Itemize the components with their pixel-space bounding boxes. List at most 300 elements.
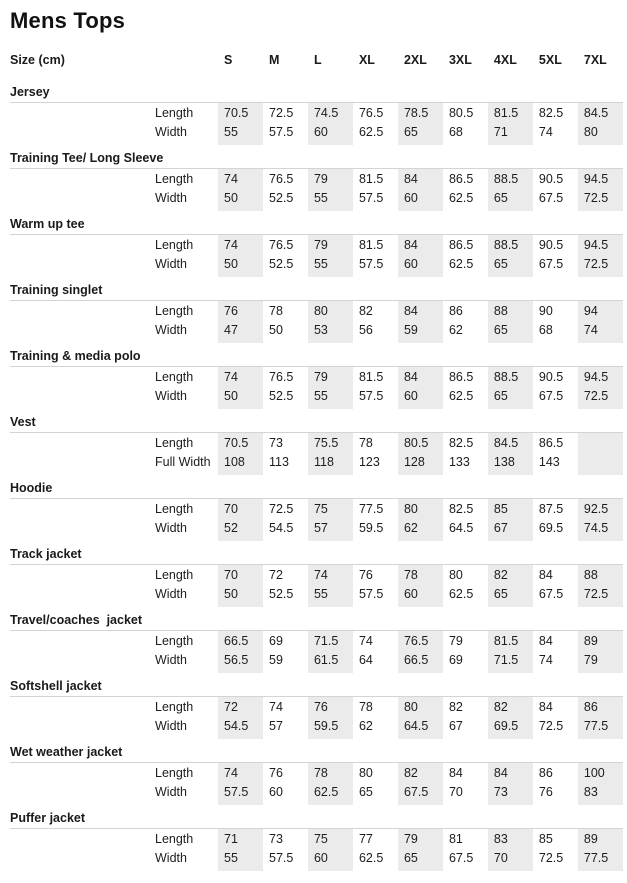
size-value-cell: 74 (218, 169, 263, 189)
measurement-label: Width (155, 322, 187, 337)
measurement-row (10, 716, 623, 739)
size-value-cell: 83 (578, 782, 623, 805)
size-value-cell: 55 (308, 254, 353, 277)
size-value-cell: 72.5 (578, 386, 623, 409)
measurement-label: Width (155, 256, 187, 271)
size-value-cell: 65 (488, 386, 533, 409)
section-title: Jersey (10, 79, 623, 103)
section-title: Vest (10, 409, 623, 433)
size-column-header: M (269, 53, 280, 67)
size-value-cell: 64.5 (398, 716, 443, 739)
measurement-row (10, 829, 623, 849)
size-value-cell: 84 (538, 633, 553, 648)
size-value-cell: 108 (218, 452, 263, 475)
size-value-cell: 118 (308, 452, 353, 475)
size-value-cell: 100 (578, 763, 623, 783)
size-value-cell: 69 (269, 633, 283, 648)
size-value-cell: 69.5 (488, 716, 533, 739)
row-spacer (10, 763, 155, 783)
size-value-cell: 55 (218, 122, 263, 145)
size-value-cell: 65 (398, 848, 443, 871)
size-value-cell: 71.5 (488, 650, 533, 673)
size-chart-page (0, 8, 627, 883)
measurement-row (10, 122, 623, 145)
size-value-cell: 138 (488, 452, 533, 475)
size-value-cell: 85 (488, 499, 533, 519)
size-table-body (10, 79, 623, 871)
row-spacer (10, 584, 155, 607)
measurement-label: Width (155, 190, 187, 205)
size-value-cell: 84 (448, 765, 463, 780)
row-spacer (10, 188, 155, 211)
size-value-cell: 56.5 (218, 650, 263, 673)
size-value-cell: 72.5 (578, 188, 623, 211)
row-spacer (10, 631, 155, 651)
size-value-cell: 85 (538, 831, 553, 846)
size-value-cell: 84 (398, 169, 443, 189)
section-heading-row (10, 79, 623, 103)
measurement-row (10, 169, 623, 189)
size-value-cell: 59.5 (358, 520, 384, 535)
size-value-cell: 62 (358, 718, 373, 733)
size-value-cell: 76 (218, 301, 263, 321)
measurement-row (10, 650, 623, 673)
measurement-label: Full Width (155, 454, 211, 469)
row-spacer (10, 433, 155, 453)
size-value-cell: 86.5 (538, 435, 564, 450)
size-value-cell: 57.5 (269, 124, 294, 139)
size-value-cell: 65 (488, 584, 533, 607)
measurement-row (10, 320, 623, 343)
size-value-cell: 87.5 (538, 501, 564, 516)
size-value-cell: 77.5 (358, 501, 384, 516)
row-spacer (10, 367, 155, 387)
size-column-header: 2XL (403, 53, 427, 67)
size-value-cell: 74.5 (308, 103, 353, 123)
size-value-cell: 68 (448, 124, 463, 139)
size-value-cell: 71.5 (308, 631, 353, 651)
size-value-cell: 55 (308, 386, 353, 409)
measurement-row (10, 235, 623, 255)
size-value-cell: 86 (538, 765, 553, 780)
size-value-cell: 78 (358, 435, 373, 450)
section-heading-row (10, 607, 623, 631)
size-value-cell: 81.5 (358, 237, 384, 252)
size-value-cell: 80 (398, 499, 443, 519)
size-value-cell: 57.5 (358, 586, 384, 601)
measurement-label: Length (155, 699, 194, 714)
section-heading-row (10, 541, 623, 565)
section-heading-row (10, 673, 623, 697)
size-value-cell: 83 (488, 829, 533, 849)
size-value-cell: 82.5 (538, 105, 564, 120)
row-spacer (10, 103, 155, 123)
measurement-label: Width (155, 388, 187, 403)
size-value-cell (578, 433, 623, 453)
measurement-label: Length (155, 105, 194, 120)
size-value-cell: 143 (538, 454, 560, 469)
measurement-label: Width (155, 718, 187, 733)
size-value-cell: 76 (269, 765, 283, 780)
row-spacer (10, 320, 155, 343)
size-value-cell: 74 (578, 320, 623, 343)
size-value-cell: 52.5 (269, 190, 294, 205)
size-value-cell: 79 (578, 650, 623, 673)
size-value-cell: 60 (308, 122, 353, 145)
size-value-cell: 69 (448, 652, 463, 667)
size-value-cell: 70.5 (218, 103, 263, 123)
size-value-cell: 79 (448, 633, 463, 648)
row-spacer (10, 452, 155, 475)
size-column-header: 3XL (448, 53, 472, 67)
size-value-cell: 55 (308, 584, 353, 607)
size-value-cell: 62.5 (448, 190, 474, 205)
size-value-cell: 86 (578, 697, 623, 717)
size-value-cell: 54.5 (269, 520, 294, 535)
size-value-cell: 62 (398, 518, 443, 541)
size-value-cell: 71 (218, 829, 263, 849)
row-spacer (10, 848, 155, 871)
row-spacer (10, 518, 155, 541)
size-value-cell: 75 (308, 829, 353, 849)
size-value-cell: 67 (488, 518, 533, 541)
size-value-cell: 60 (269, 784, 283, 799)
measurement-label: Length (155, 171, 194, 186)
size-value-cell: 76.5 (269, 237, 294, 252)
size-value-cell: 76 (538, 784, 553, 799)
size-value-cell: 60 (398, 584, 443, 607)
size-value-cell: 69.5 (538, 520, 564, 535)
size-value-cell: 89 (578, 631, 623, 651)
section-title: Training Tee/ Long Sleeve (10, 145, 623, 169)
size-value-cell: 86.5 (448, 369, 474, 384)
section-title: Track jacket (10, 541, 623, 565)
size-value-cell: 60 (398, 188, 443, 211)
size-value-cell: 82 (398, 763, 443, 783)
size-value-cell: 80 (448, 567, 463, 582)
size-value-cell: 57.5 (358, 256, 384, 271)
size-value-cell: 79 (398, 829, 443, 849)
measurement-label: Length (155, 303, 194, 318)
measurement-row (10, 631, 623, 651)
size-value-cell: 78 (358, 699, 373, 714)
size-value-cell: 67.5 (538, 586, 564, 601)
size-value-cell: 79 (308, 367, 353, 387)
size-value-cell: 67.5 (538, 190, 564, 205)
section-heading-row (10, 805, 623, 829)
section-title: Wet weather jacket (10, 739, 623, 763)
size-value-cell: 82 (488, 697, 533, 717)
size-value-cell: 55 (308, 188, 353, 211)
size-value-cell: 50 (269, 322, 283, 337)
section-heading-row (10, 409, 623, 433)
size-value-cell: 57.5 (358, 388, 384, 403)
size-value-cell: 65 (488, 254, 533, 277)
size-value-cell: 88.5 (488, 169, 533, 189)
size-value-cell: 86.5 (448, 237, 474, 252)
size-value-cell: 65 (398, 122, 443, 145)
measurement-label: Length (155, 567, 194, 582)
size-value-cell: 73 (488, 782, 533, 805)
size-value-cell: 88.5 (488, 235, 533, 255)
size-value-cell: 68 (538, 322, 553, 337)
measurement-row (10, 301, 623, 321)
size-value-cell: 75.5 (308, 433, 353, 453)
size-value-cell: 72 (269, 567, 283, 582)
size-value-cell: 65 (488, 188, 533, 211)
size-value-cell: 72 (218, 697, 263, 717)
size-value-cell: 64 (358, 652, 373, 667)
size-value-cell: 72.5 (538, 850, 564, 865)
measurement-label: Width (155, 586, 187, 601)
size-value-cell: 94.5 (578, 367, 623, 387)
size-value-cell: 70 (488, 848, 533, 871)
size-value-cell: 76.5 (358, 105, 384, 120)
size-column-header: 4XL (493, 53, 517, 67)
size-column-header: L (313, 53, 322, 67)
section-title: Softshell jacket (10, 673, 623, 697)
size-value-cell: 74 (358, 633, 373, 648)
size-value-cell: 53 (308, 320, 353, 343)
size-value-cell: 67.5 (538, 256, 564, 271)
size-chart-table (10, 50, 623, 871)
measurement-row (10, 584, 623, 607)
row-spacer (10, 301, 155, 321)
size-value-cell: 62 (448, 322, 463, 337)
measurement-row (10, 188, 623, 211)
size-value-cell: 61.5 (308, 650, 353, 673)
measurement-row (10, 782, 623, 805)
measurement-row (10, 452, 623, 475)
section-title: Training singlet (10, 277, 623, 301)
section-title: Warm up tee (10, 211, 623, 235)
size-value-cell: 56 (358, 322, 373, 337)
section-heading-row (10, 739, 623, 763)
section-title: Travel/coaches jacket (10, 607, 623, 631)
size-header-row (10, 50, 623, 79)
size-value-cell: 123 (358, 454, 380, 469)
size-value-cell: 74 (538, 652, 553, 667)
size-value-cell: 74 (218, 367, 263, 387)
size-value-cell: 74 (218, 235, 263, 255)
size-value-cell: 73 (269, 831, 283, 846)
size-value-cell: 77 (358, 831, 373, 846)
size-value-cell: 90.5 (538, 369, 564, 384)
size-value-cell: 75 (308, 499, 353, 519)
size-value-cell: 54.5 (218, 716, 263, 739)
measurement-label: Length (155, 765, 194, 780)
size-value-cell: 67.5 (448, 850, 474, 865)
size-value-cell: 94.5 (578, 235, 623, 255)
size-value-cell: 78 (308, 763, 353, 783)
size-value-cell: 55 (218, 848, 263, 871)
size-value-cell: 52 (218, 518, 263, 541)
section-title: Training & media polo (10, 343, 623, 367)
row-spacer (10, 254, 155, 277)
size-value-cell: 84 (538, 567, 553, 582)
row-spacer (10, 697, 155, 717)
size-value-cell: 77.5 (578, 716, 623, 739)
row-spacer (10, 235, 155, 255)
row-spacer (10, 782, 155, 805)
size-value-cell: 57.5 (218, 782, 263, 805)
size-value-cell: 80 (398, 697, 443, 717)
size-value-cell: 47 (218, 320, 263, 343)
size-value-cell: 60 (308, 848, 353, 871)
measurement-label: Length (155, 435, 194, 450)
size-value-cell: 80 (578, 122, 623, 145)
size-value-cell: 81.5 (488, 631, 533, 651)
size-value-cell: 74 (538, 124, 553, 139)
size-value-cell: 94.5 (578, 169, 623, 189)
size-value-cell: 80.5 (448, 105, 474, 120)
measurement-row (10, 848, 623, 871)
section-title: Puffer jacket (10, 805, 623, 829)
size-value-cell: 62.5 (448, 256, 474, 271)
size-value-cell: 67.5 (538, 388, 564, 403)
size-value-cell: 59 (398, 320, 443, 343)
size-value-cell: 80.5 (398, 433, 443, 453)
row-spacer (10, 386, 155, 409)
size-value-cell: 67.5 (398, 782, 443, 805)
size-value-cell: 62.5 (448, 586, 474, 601)
size-value-cell: 74 (308, 565, 353, 585)
size-value-cell: 82.5 (448, 501, 474, 516)
measurement-row (10, 103, 623, 123)
row-spacer (10, 829, 155, 849)
section-heading-row (10, 343, 623, 367)
measurement-row (10, 433, 623, 453)
row-spacer (10, 169, 155, 189)
size-value-cell: 92.5 (578, 499, 623, 519)
size-value-cell: 81.5 (488, 103, 533, 123)
size-value-cell: 84.5 (578, 103, 623, 123)
measurement-row (10, 499, 623, 519)
size-value-cell: 72.5 (578, 584, 623, 607)
size-value-cell: 57 (308, 518, 353, 541)
size-column-header: XL (358, 53, 375, 67)
size-value-cell: 50 (218, 254, 263, 277)
measurement-label: Width (155, 784, 187, 799)
size-value-cell: 57 (269, 718, 283, 733)
row-spacer (10, 565, 155, 585)
measurement-label: Length (155, 501, 194, 516)
size-value-cell: 82 (448, 699, 463, 714)
size-value-cell: 86.5 (448, 171, 474, 186)
measurement-row (10, 697, 623, 717)
measurement-row (10, 763, 623, 783)
size-value-cell: 82.5 (448, 435, 474, 450)
size-value-cell: 50 (218, 188, 263, 211)
size-value-cell: 62.5 (358, 850, 384, 865)
section-heading-row (10, 211, 623, 235)
size-value-cell: 74 (218, 763, 263, 783)
measurement-label: Length (155, 831, 194, 846)
size-value-cell: 82 (358, 303, 373, 318)
measurement-row (10, 367, 623, 387)
size-value-cell: 72.5 (269, 105, 294, 120)
size-value-cell: 80 (358, 765, 373, 780)
row-spacer (10, 499, 155, 519)
size-value-cell: 128 (398, 452, 443, 475)
size-value-cell: 70 (218, 499, 263, 519)
size-value-cell: 81.5 (358, 171, 384, 186)
size-value-cell: 88.5 (488, 367, 533, 387)
section-heading-row (10, 145, 623, 169)
size-value-cell: 76 (358, 567, 373, 582)
measurement-label: Width (155, 652, 187, 667)
size-value-cell: 52.5 (269, 586, 294, 601)
size-value-cell: 89 (578, 829, 623, 849)
size-value-cell: 84 (398, 367, 443, 387)
measurement-label: Length (155, 237, 194, 252)
size-value-cell: 76.5 (269, 171, 294, 186)
size-value-cell: 72.5 (578, 254, 623, 277)
row-spacer (10, 716, 155, 739)
size-value-cell: 84 (538, 699, 553, 714)
measurement-row (10, 254, 623, 277)
size-column-header: S (224, 53, 233, 67)
size-value-cell: 70 (448, 784, 463, 799)
measurement-row (10, 565, 623, 585)
measurement-label: Width (155, 850, 187, 865)
size-value-cell: 62.5 (448, 388, 474, 403)
size-value-cell: 74 (269, 699, 283, 714)
measurement-row (10, 518, 623, 541)
size-value-cell: 52.5 (269, 256, 294, 271)
row-spacer (10, 650, 155, 673)
measurement-label: Width (155, 520, 187, 535)
size-value-cell: 86 (448, 303, 463, 318)
size-column-header: 7XL (583, 53, 607, 67)
size-value-cell: 81 (448, 831, 463, 846)
size-value-cell: 133 (448, 454, 470, 469)
size-value-cell: 88 (488, 301, 533, 321)
size-value-cell: 71 (488, 122, 533, 145)
size-value-cell: 72.5 (269, 501, 294, 516)
measurement-row (10, 386, 623, 409)
size-value-cell: 52.5 (269, 388, 294, 403)
size-value-cell: 64.5 (448, 520, 474, 535)
size-value-cell: 84 (488, 763, 533, 783)
size-value-cell: 84 (398, 235, 443, 255)
size-value-cell: 84.5 (488, 433, 533, 453)
size-value-cell: 78 (398, 565, 443, 585)
size-value-cell: 65 (358, 784, 373, 799)
size-value-cell: 90.5 (538, 171, 564, 186)
size-value-cell (578, 452, 623, 475)
size-unit-label: Size (cm) (10, 53, 65, 67)
row-spacer (10, 122, 155, 145)
size-value-cell: 59 (269, 652, 283, 667)
size-value-cell: 60 (398, 254, 443, 277)
size-value-cell: 57.5 (269, 850, 294, 865)
size-value-cell: 70.5 (218, 433, 263, 453)
size-value-cell: 88 (578, 565, 623, 585)
size-value-cell: 80 (308, 301, 353, 321)
size-value-cell: 74.5 (578, 518, 623, 541)
size-value-cell: 70 (218, 565, 263, 585)
measurement-label: Length (155, 369, 194, 384)
size-value-cell: 65 (488, 320, 533, 343)
size-value-cell: 60 (398, 386, 443, 409)
size-value-cell: 81.5 (358, 369, 384, 384)
size-value-cell: 78 (269, 303, 283, 318)
measurement-label: Width (155, 124, 187, 139)
size-value-cell: 84 (398, 301, 443, 321)
size-value-cell: 66.5 (398, 650, 443, 673)
size-value-cell: 76 (308, 697, 353, 717)
